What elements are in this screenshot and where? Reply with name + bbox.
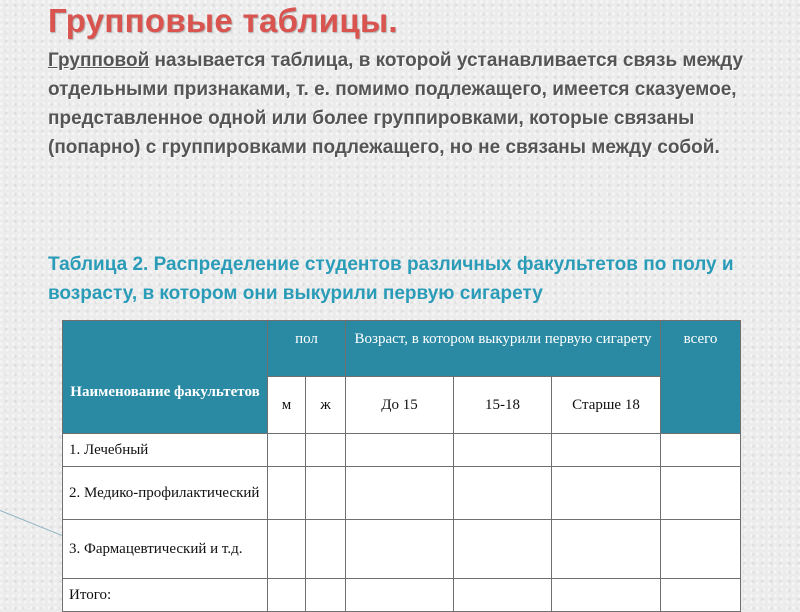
- table-cell: [346, 467, 454, 520]
- table-cell: [661, 467, 741, 520]
- definition-text: называется таблица, в которой устанавливается связь между отдельными признаками, т. е. помимо подлежащего, имеется сказуемое, представленное одной или более группировками, которые связаны (попарно) с группировками подлежащего, но не связаны между собой.: [48, 50, 744, 158]
- table-cell: [661, 434, 741, 467]
- table-cell: [552, 520, 661, 579]
- table-cell: [268, 579, 306, 612]
- table-cell: [454, 467, 552, 520]
- definition-paragraph: [48, 46, 768, 162]
- definition-term: Групповой: [48, 50, 150, 71]
- table-cell: [661, 579, 741, 612]
- table-row: [63, 434, 741, 467]
- table-caption: Таблица 2. Распределение студентов различных факультетов по полу и возрасту, в котором они выкурили первую сигарету: [48, 254, 734, 304]
- table-cell: [268, 467, 306, 520]
- table-cell: [346, 520, 454, 579]
- row-label-total: Итого:: [63, 579, 268, 612]
- table-cell: [552, 434, 661, 467]
- table-cell: [268, 434, 306, 467]
- group-table-wrapper: [62, 320, 741, 612]
- table-row-total: [63, 579, 741, 612]
- row-label: 3. Фармацевтический и т.д.: [63, 520, 268, 579]
- table-row: [63, 467, 741, 520]
- row-label: 1. Лечебный: [63, 434, 268, 467]
- subheader-male: м: [268, 377, 306, 434]
- table-cell: [552, 579, 661, 612]
- header-total: всего: [661, 321, 741, 434]
- subheader-over-18: Старше 18: [552, 377, 661, 434]
- header-faculty: Наименование факультетов: [63, 321, 268, 434]
- table-cell: [346, 579, 454, 612]
- subheader-15-18: 15-18: [454, 377, 552, 434]
- table-cell: [346, 434, 454, 467]
- table-cell: [306, 434, 346, 467]
- slide-title: Групповые таблицы.: [48, 2, 398, 39]
- subheader-under-15: До 15: [346, 377, 454, 434]
- header-age: Возраст, в котором выкурили первую сигарету: [346, 321, 661, 377]
- table-cell: [306, 520, 346, 579]
- header-sex: пол: [268, 321, 346, 377]
- table-cell: [268, 520, 306, 579]
- table-cell: [454, 434, 552, 467]
- table-cell: [454, 579, 552, 612]
- table-row: [63, 520, 741, 579]
- row-label: 2. Медико-профилактический: [63, 467, 268, 520]
- table-cell: [306, 467, 346, 520]
- subheader-female: ж: [306, 377, 346, 434]
- table-cell: [661, 520, 741, 579]
- table-cell: [454, 520, 552, 579]
- table-cell: [306, 579, 346, 612]
- table-cell: [552, 467, 661, 520]
- group-table: [62, 320, 741, 612]
